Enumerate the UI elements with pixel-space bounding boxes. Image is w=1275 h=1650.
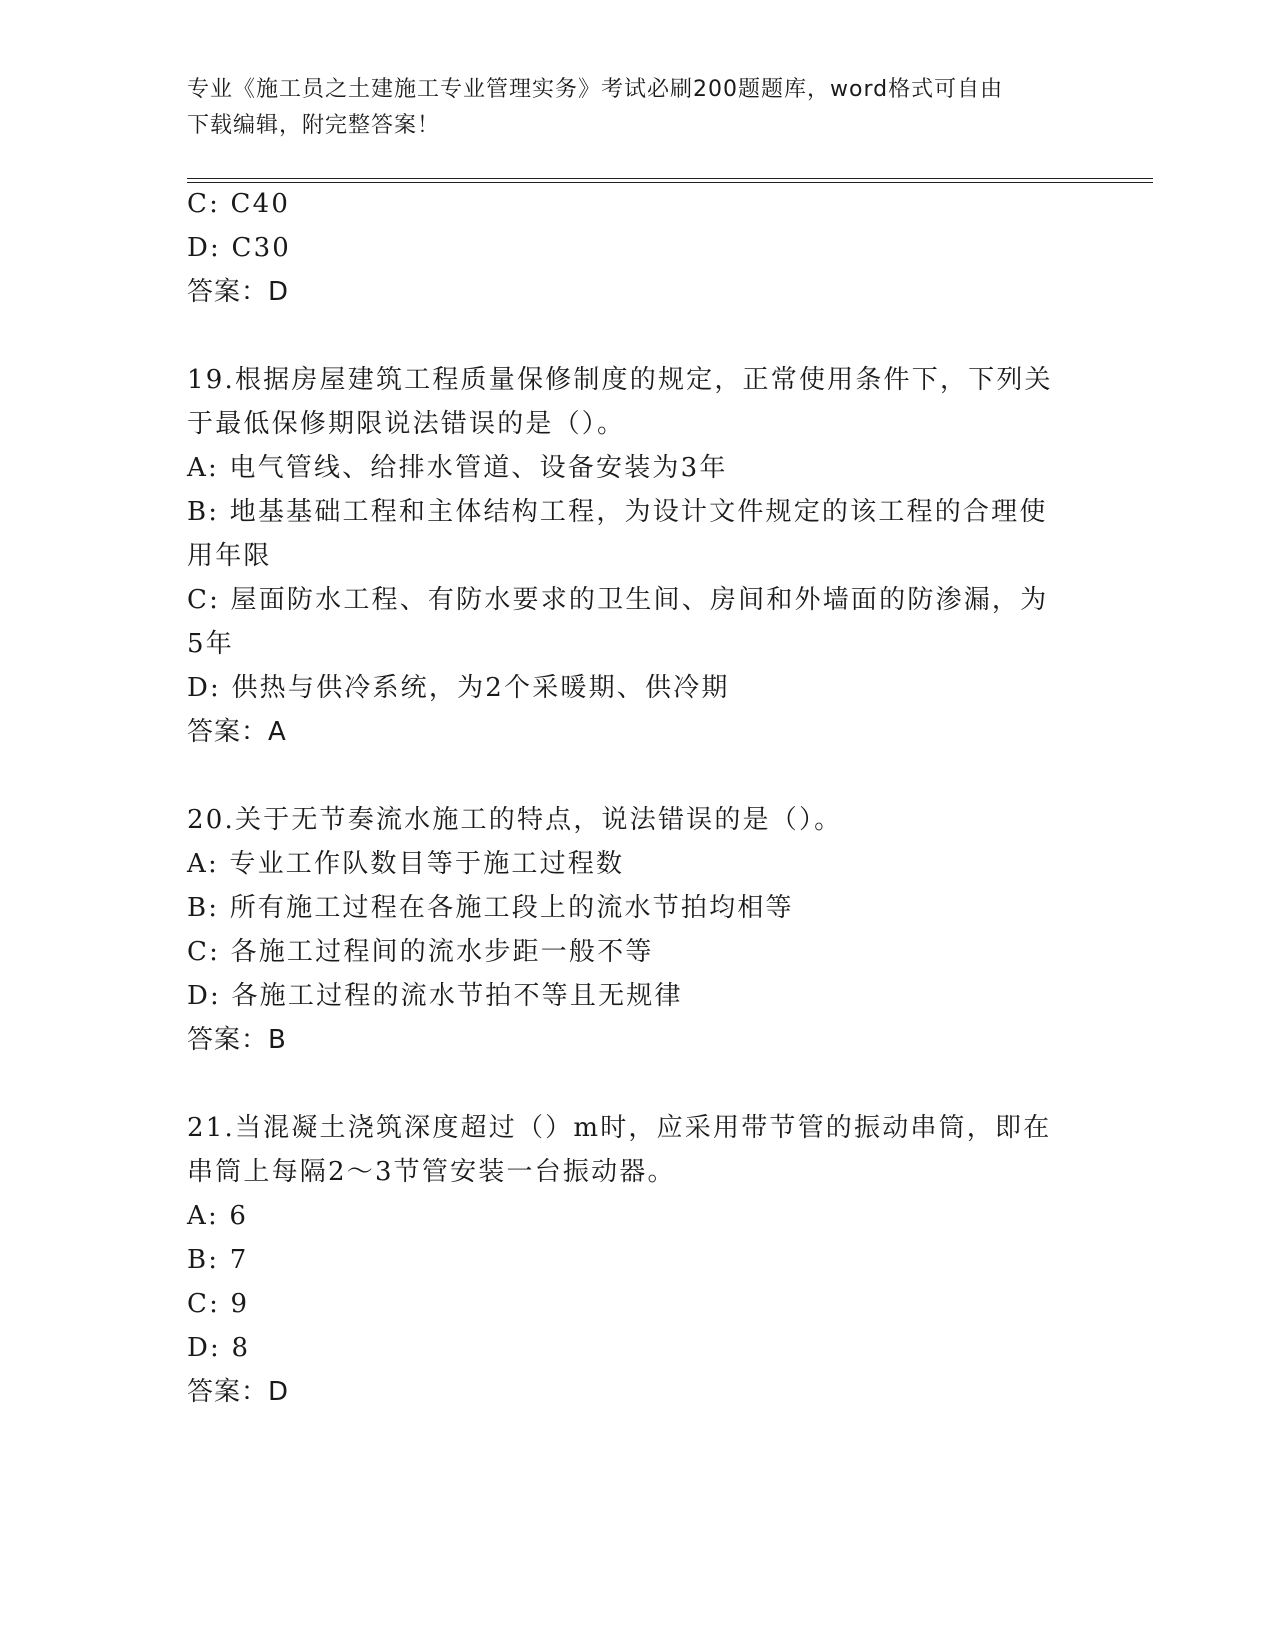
page-header	[187, 72, 1087, 144]
q20-option-b: B: 所有施工过程在各施工段上的流水节拍均相等	[187, 893, 794, 923]
q20-option-c: C: 各施工过程间的流水步距一般不等	[187, 937, 654, 967]
q18-option-d: D: C30	[187, 233, 292, 263]
q20-option-d: D: 各施工过程的流水节拍不等且无规律	[187, 981, 683, 1011]
q21-stem-line-1: 21.当混凝土浇筑深度超过（）m时，应采用带节管的振动串筒，即在	[187, 1113, 1052, 1143]
q21-option-a: A: 6	[187, 1201, 249, 1231]
q19-option-b-line-2: 用年限	[187, 541, 272, 571]
q19-option-d: D: 供热与供冷系统，为2个采暖期、供冷期	[187, 673, 730, 703]
q21-option-b: B: 7	[187, 1245, 249, 1275]
q21-stem-line-2: 串筒上每隔2～3节管安装一台振动器。	[187, 1157, 676, 1187]
q21-answer: 答案：D	[187, 1377, 290, 1407]
q19-option-b-line-1: B: 地基基础工程和主体结构工程，为设计文件规定的该工程的合理使	[187, 497, 1048, 527]
header-line-2: 下载编辑，附完整答案！	[187, 113, 441, 138]
q20-stem: 20.关于无节奏流水施工的特点，说法错误的是（）。	[187, 805, 843, 835]
q19-option-c-line-2: 5年	[187, 629, 234, 659]
header-divider	[187, 178, 1153, 183]
q21-option-c: C: 9	[187, 1289, 250, 1319]
q19-stem-line-2: 于最低保修期限说法错误的是（）。	[187, 409, 626, 439]
q18-answer: 答案：D	[187, 277, 290, 307]
q19-answer: 答案：A	[187, 717, 287, 747]
q18-option-c: C: C40	[187, 189, 291, 219]
q19-option-a: A: 电气管线、给排水管道、设备安装为3年	[187, 453, 728, 483]
q21-option-d: D: 8	[187, 1333, 251, 1363]
header-line-1: 专业《施工员之土建施工专业管理实务》考试必刷200题题库，word格式可自由	[187, 77, 1004, 102]
q19-option-c-line-1: C: 屋面防水工程、有防水要求的卫生间、房间和外墙面的防渗漏，为	[187, 585, 1049, 615]
q20-option-a: A: 专业工作队数目等于施工过程数	[187, 849, 625, 879]
q19-stem-line-1: 19.根据房屋建筑工程质量保修制度的规定，正常使用条件下，下列关	[187, 365, 1053, 395]
q20-answer: 答案：B	[187, 1025, 287, 1055]
